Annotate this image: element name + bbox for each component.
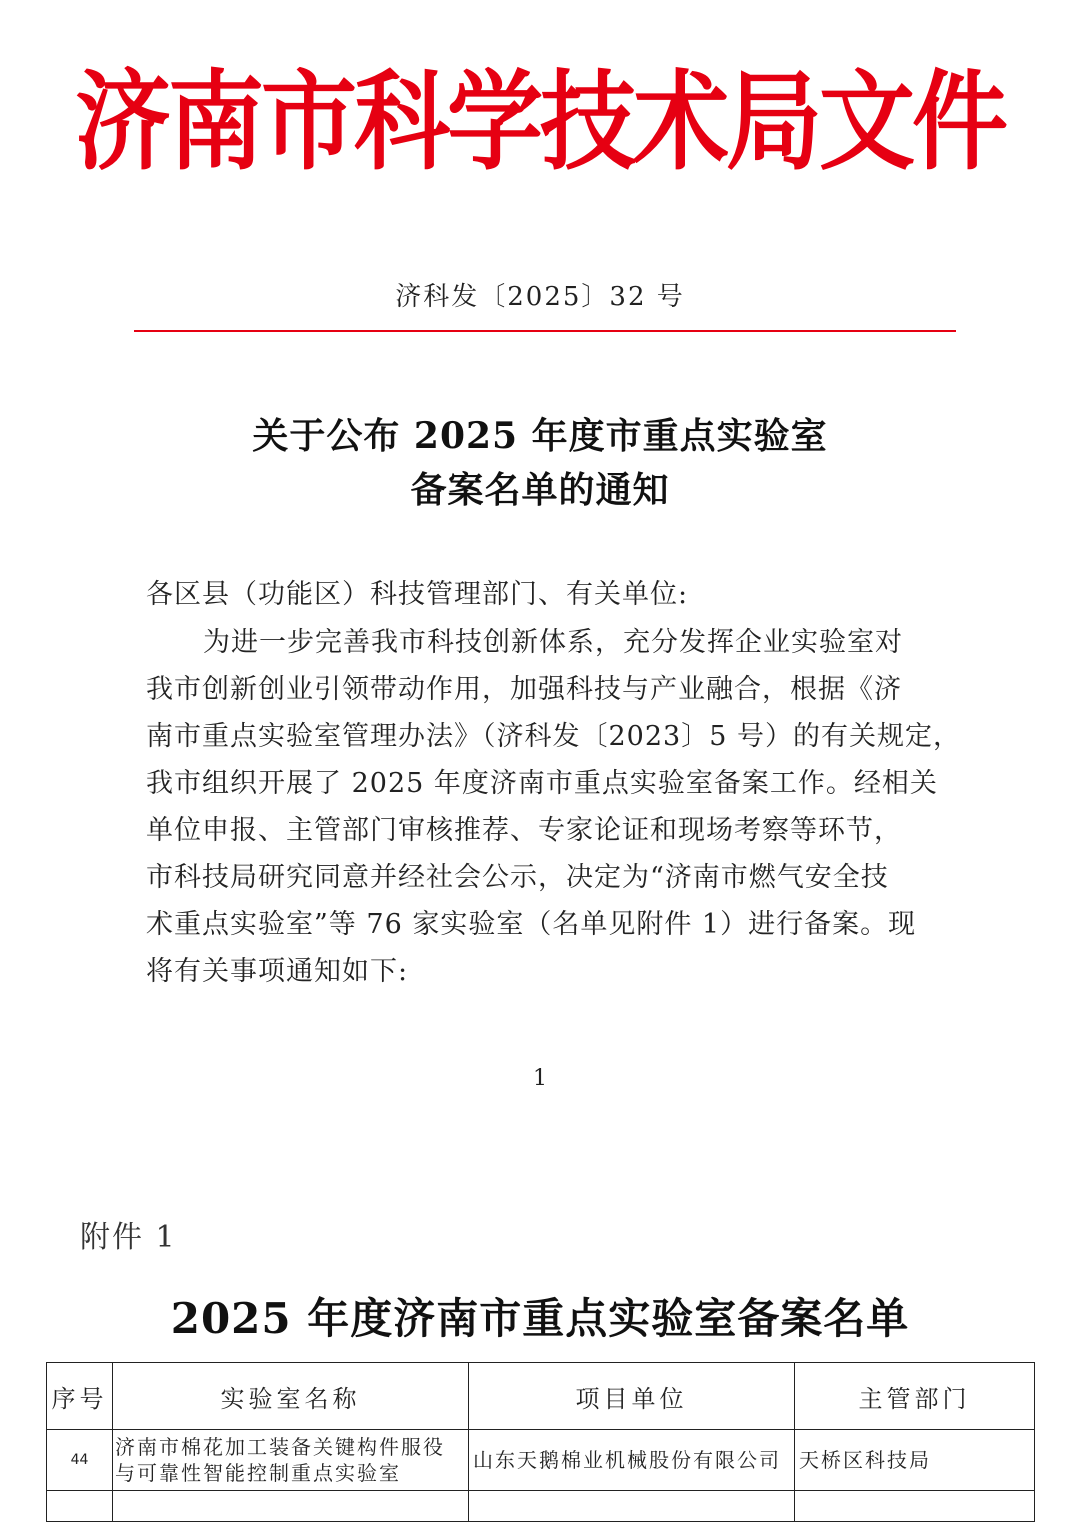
red-divider-line [134, 330, 956, 332]
cell-empty [795, 1491, 1035, 1522]
body-line: 术重点实验室”等 76 家实验室（名单见附件 1）进行备案。现 [146, 909, 917, 940]
cell-empty [113, 1491, 469, 1522]
cell-empty [469, 1491, 795, 1522]
masthead-title: 济南市科学技术局文件 [75, 59, 1005, 185]
table-row [47, 1491, 1035, 1522]
cell-department: 天桥区科技局 [795, 1430, 1035, 1491]
lab-list-table [46, 1362, 1035, 1522]
body-line: 单位申报、主管部门审核推荐、专家论证和现场考察等环节， [146, 815, 902, 846]
header-department: 主管部门 [795, 1363, 1035, 1430]
annex-label: 附件 1 [80, 1220, 177, 1255]
table-row [47, 1430, 1035, 1491]
header-lab-name: 实验室名称 [113, 1363, 469, 1430]
notice-title-line-2: 备案名单的通知 [410, 469, 670, 511]
header-serial: 序号 [47, 1363, 113, 1430]
lab-name-line-1: 济南市棉花加工装备关键构件服役 [115, 1435, 445, 1459]
document-number: 济科发〔2025〕32 号 [395, 282, 685, 312]
notice-title-line-1: 关于公布 2025 年度市重点实验室 [252, 415, 828, 457]
lab-name-line-2: 与可靠性智能控制重点实验室 [115, 1461, 401, 1485]
cell-serial: 44 [47, 1430, 113, 1491]
cell-empty [47, 1491, 113, 1522]
body-line: 市科技局研究同意并经社会公示，决定为“济南市燃气安全技 [146, 862, 889, 893]
table-header-row [47, 1363, 1035, 1430]
body-line: 南市重点实验室管理办法》（济科发〔2023〕5 号）的有关规定， [146, 721, 961, 752]
annex-title: 2025 年度济南市重点实验室备案名单 [170, 1294, 910, 1343]
salutation: 各区县（功能区）科技管理部门、有关单位: [146, 579, 689, 610]
body-line: 我市组织开展了 2025 年度济南市重点实验室备案工作。经相关 [146, 768, 938, 799]
page-number: 1 [533, 1066, 547, 1091]
body-line: 将有关事项通知如下: [146, 956, 409, 987]
cell-project-unit: 山东天鹅棉业机械股份有限公司 [469, 1430, 795, 1491]
header-project-unit: 项目单位 [469, 1363, 795, 1430]
body-line: 我市创新创业引领带动作用，加强科技与产业融合，根据《济 [146, 674, 902, 705]
cell-lab-name [113, 1430, 469, 1491]
body-line: 为进一步完善我市科技创新体系，充分发挥企业实验室对 [203, 627, 903, 658]
